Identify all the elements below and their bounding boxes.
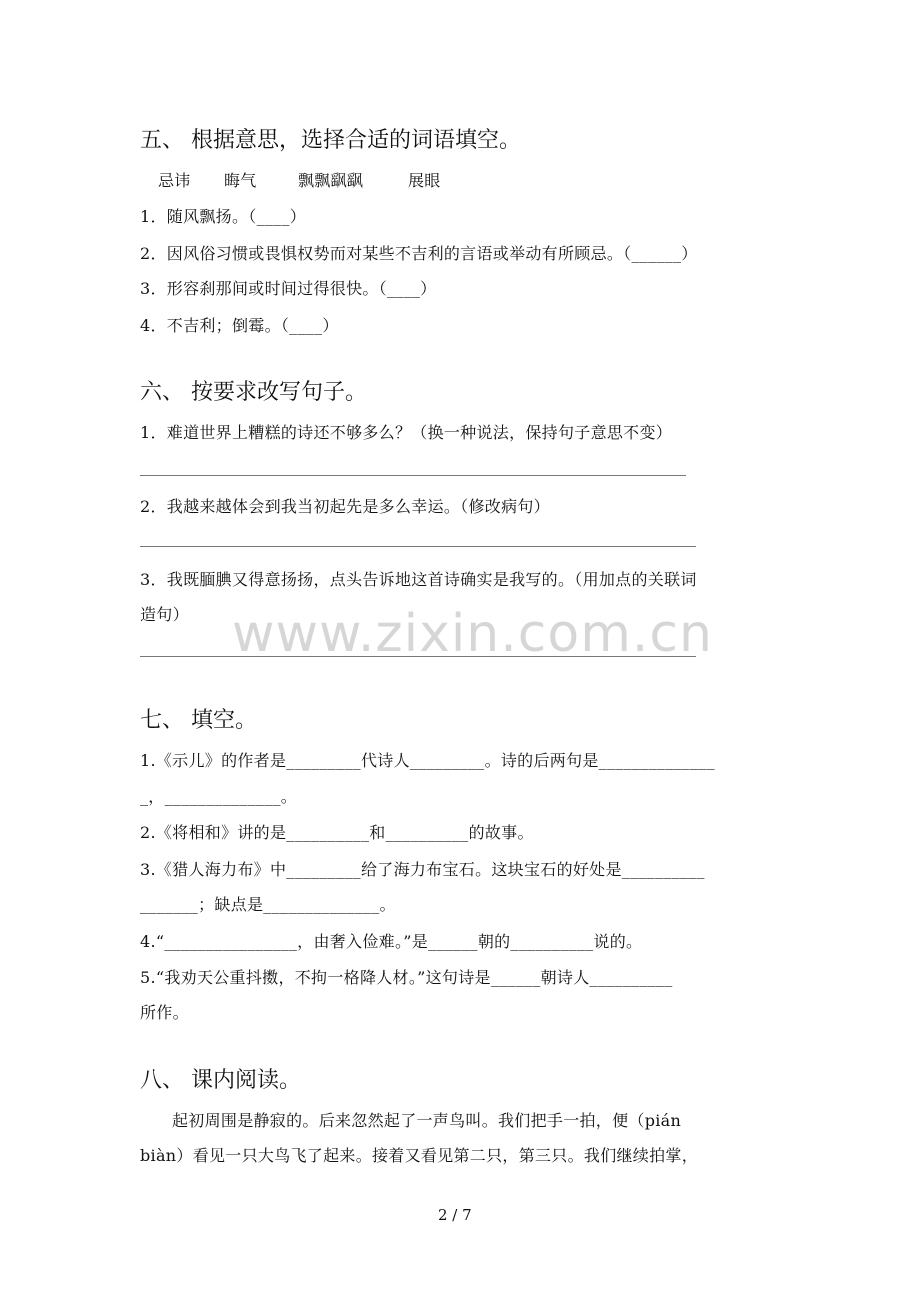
- section-5-title: 五、 根据意思，选择合适的词语填空。: [140, 128, 521, 153]
- fill-line: 1.《示儿》的作者是_________代诗人_________。诗的后两句是______________: [140, 751, 715, 770]
- section-8-title: 八、 课内阅读。: [140, 1068, 301, 1093]
- question-item: 4．不吉利；倒霉。（____）: [140, 316, 339, 335]
- question-item: 3．我既腼腆又得意扬扬，点头告诉地这首诗确实是我写的。（用加点的关联词: [140, 570, 697, 589]
- watermark-text: www.zixin.com.cn: [232, 604, 713, 664]
- word-bank-item: 忌讳: [158, 171, 191, 190]
- section-7-title: 七、 填空。: [140, 708, 257, 733]
- question-item: 2．因风俗习惯或畏惧权势而对某些不吉利的言语或举动有所顾忌。（______）: [140, 244, 698, 263]
- question-item: 1．难道世界上糟糕的诗还不够多么？（换一种说法，保持句子意思不变）: [140, 423, 673, 442]
- fill-line: 4.“________________，由奢入俭难。”是______朝的__________说的。: [140, 932, 643, 951]
- question-item: 3．形容刹那间或时间过得很快。（____）: [140, 279, 437, 298]
- fill-line: 所作。: [140, 1003, 189, 1022]
- fill-line: 5.“我劝天公重抖擞，不拘一格降人材。”这句诗是______朝诗人__________: [140, 968, 673, 987]
- question-item: 2．我越来越体会到我当初起先是多么幸运。（修改病句）: [140, 497, 550, 516]
- question-item: 1．随风飘扬。（____）: [140, 207, 307, 226]
- passage-line: biàn）看见一只大鸟飞了起来。接着又看见第二只，第三只。我们继续拍掌，: [140, 1146, 699, 1165]
- passage-line: 起初周围是静寂的。后来忽然起了一声鸟叫。我们把手一拍，便（pián: [172, 1111, 682, 1130]
- section-6-title: 六、 按要求改写句子。: [140, 380, 367, 405]
- fill-line: 3.《猎人海力布》中_________给了海力布宝石。这块宝石的好处是__________: [140, 860, 705, 879]
- fill-line: 2.《将相和》讲的是__________和__________的故事。: [140, 823, 534, 842]
- answer-line: [140, 475, 686, 476]
- fill-line: _，______________。: [140, 787, 298, 806]
- word-bank-item: 晦气: [224, 171, 257, 190]
- word-bank-item: 飘飘飖飖: [298, 171, 364, 190]
- fill-line: _______；缺点是______________。: [140, 895, 396, 914]
- answer-line: [140, 546, 696, 547]
- page-number: 2 / 7: [438, 1206, 472, 1224]
- question-item: 造句）: [140, 605, 189, 624]
- word-bank-item: 展眼: [408, 171, 441, 190]
